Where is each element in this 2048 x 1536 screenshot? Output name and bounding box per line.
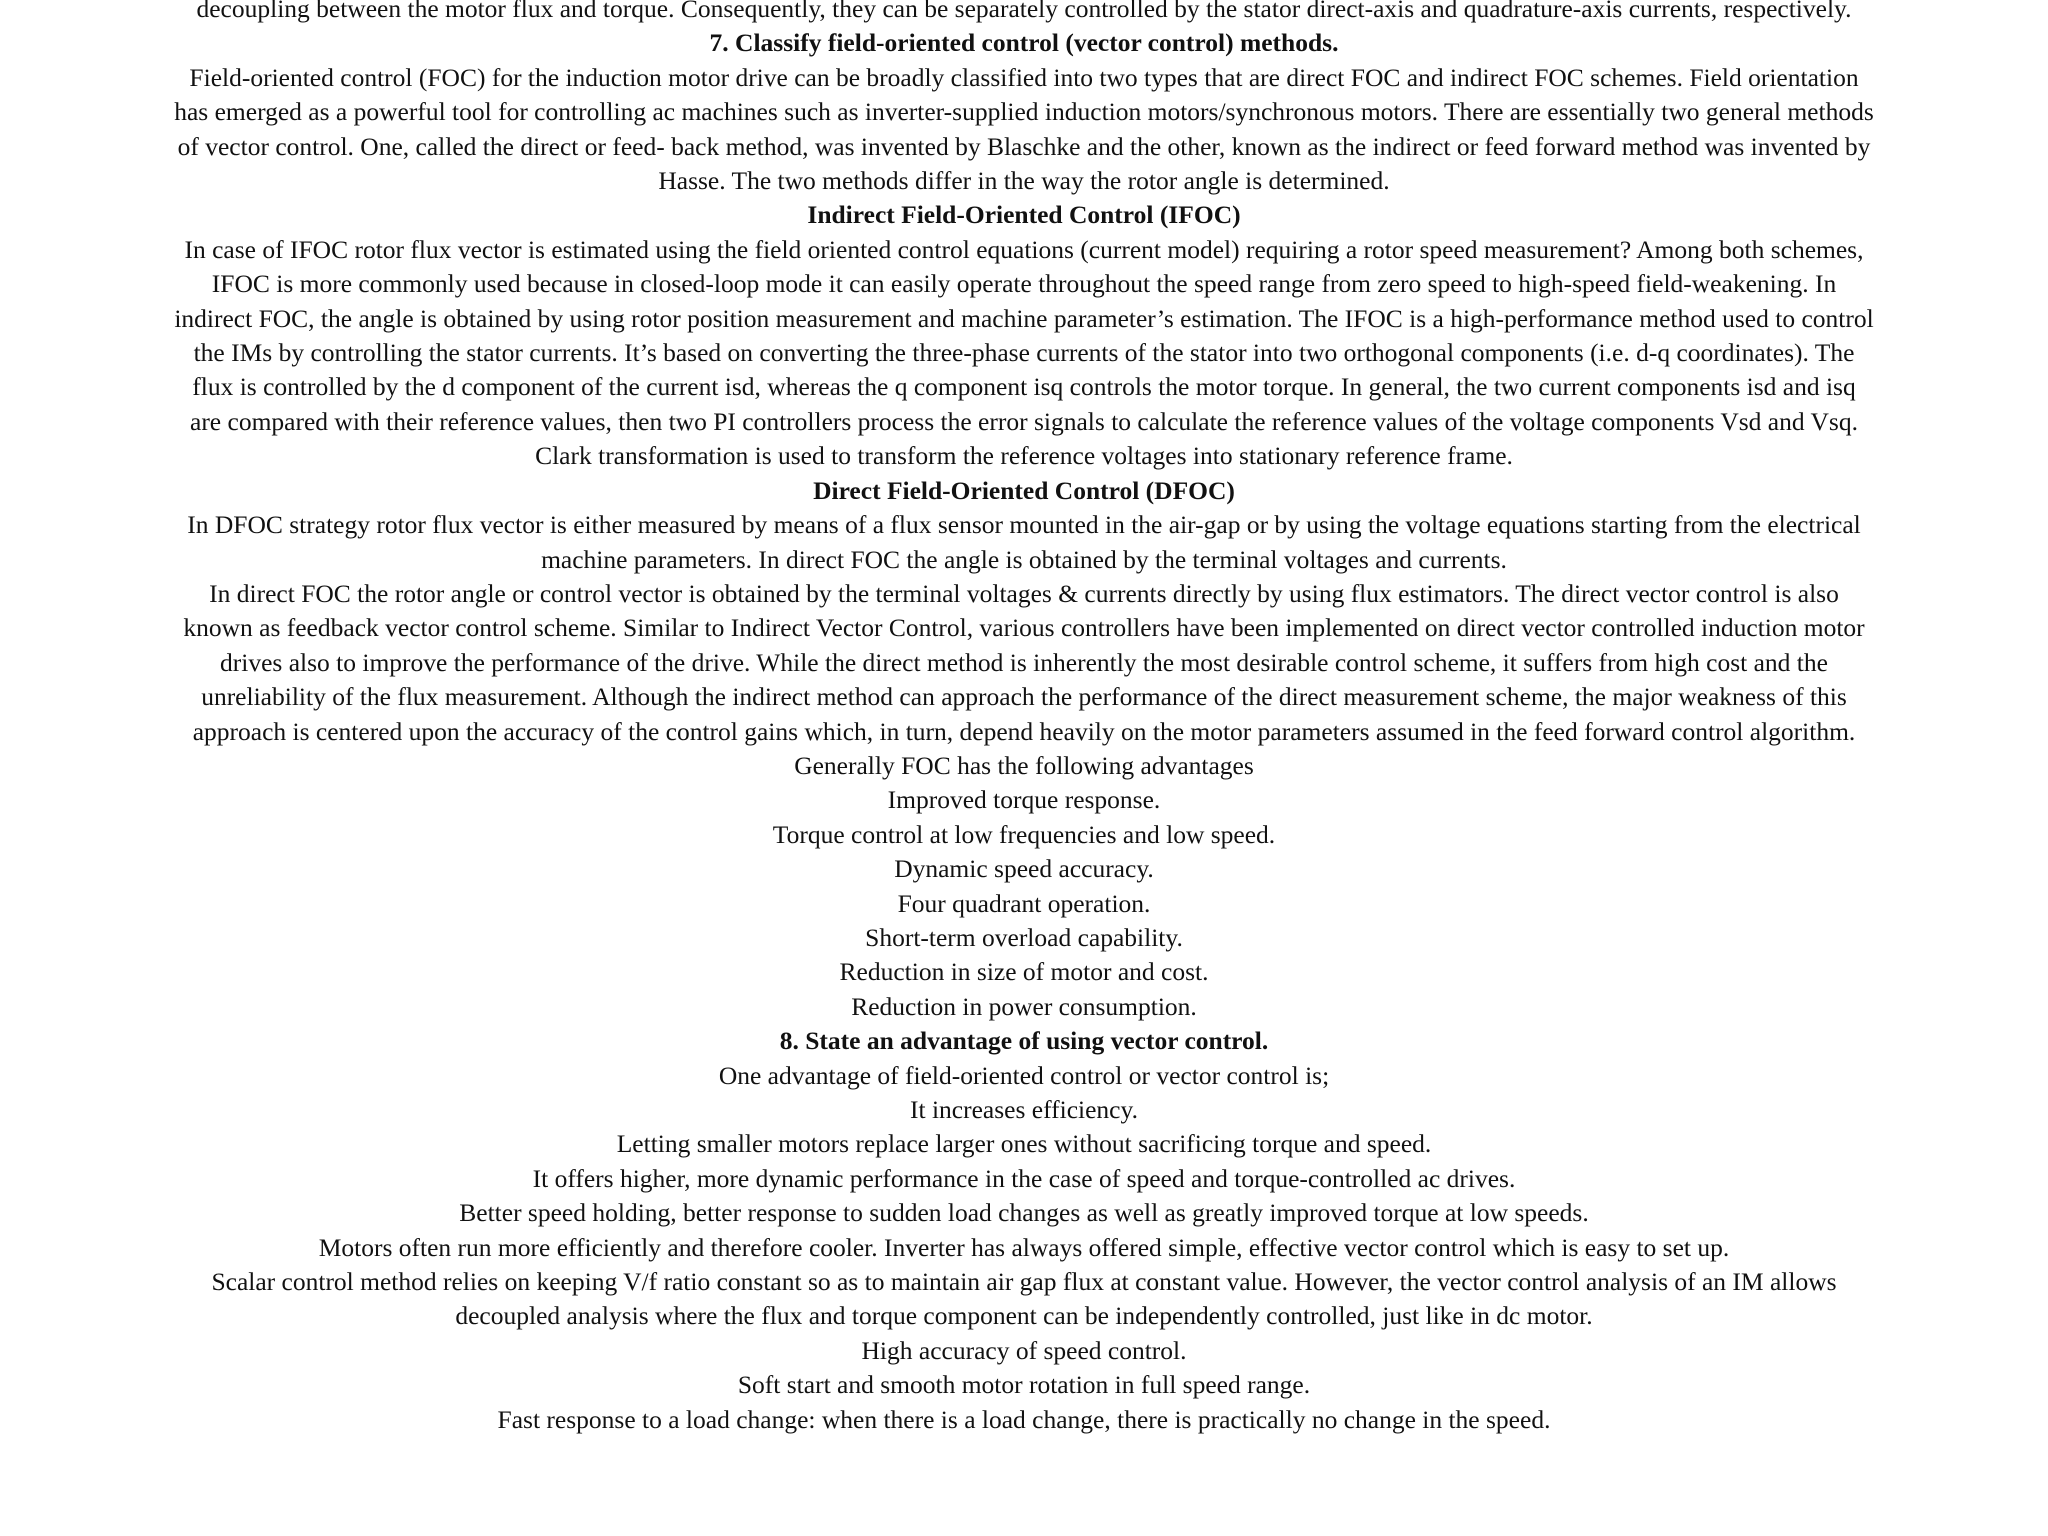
- section8-tail-line: Soft start and smooth motor rotation in full speed range.: [737, 1370, 1311, 1400]
- section8-heading: 8. State an advantage of using vector control.: [779, 1026, 1269, 1056]
- section8-tail-line: Fast response to a load change: when there is a load change, there is practically no change in the speed.: [497, 1404, 1551, 1434]
- section7-paragraph: Field-oriented control (FOC) for the induction motor drive can be broadly classified into two types that are direct FOC and indirect FOC schemes. Field orientation has emerged as a powerful tool for controlling ac machines such as inverter-supplied induction motors/synchronous motors. There are essentially two general methods of vector control. One, called the direct or feed- back method, was invented by Blaschke and the other, known as the indirect or feed forward method was invented by Hasse. The two methods differ in the way the rotor angle is determined.: [174, 62, 1874, 196]
- advantage-item: Torque control at low frequencies and low speed.: [772, 819, 1276, 849]
- ifoc-heading: Indirect Field-Oriented Control (IFOC): [807, 200, 1241, 230]
- advantage-item: Reduction in size of motor and cost.: [839, 957, 1209, 987]
- section8-line: One advantage of field-oriented control or vector control is;: [718, 1060, 1330, 1090]
- section8-line: Motors often run more efficiently and therefore cooler. Inverter has always offered simple, effective vector control which is easy to set up.: [318, 1232, 1730, 1262]
- dfoc-paragraph-2: In direct FOC the rotor angle or control vector is obtained by the terminal voltages & currents directly by using flux estimators. The direct vector control is also known as feedback vector control scheme. Similar to Indirect Vector Control, various controllers have been implemented on direct vector controlled induction motor drives also to improve the performance of the drive. While the direct method is inherently the most desirable control scheme, it suffers from high cost and the unreliability of the flux measurement. Although the indirect method can approach the performance of the direct measurement scheme, the major weakness of this approach is centered upon the accuracy of the control gains which, in turn, depend heavily on the motor parameters assumed in the feed forward control algorithm.: [183, 578, 1865, 746]
- advantage-item: Four quadrant operation.: [897, 888, 1151, 918]
- dfoc-heading: Direct Field-Oriented Control (DFOC): [813, 475, 1235, 505]
- section7-heading: 7. Classify field-oriented control (vector control) methods.: [709, 28, 1339, 58]
- advantage-item: Short-term overload capability.: [865, 922, 1183, 952]
- advantages-intro: Generally FOC has the following advantages: [794, 750, 1254, 780]
- dfoc-paragraph-1: In DFOC strategy rotor flux vector is either measured by means of a flux sensor mounted in the air-gap or by using the voltage equations starting from the electrical machine parameters. In direct FOC the angle is obtained by the terminal voltages and currents.: [187, 510, 1861, 574]
- section8-line: Better speed holding, better response to sudden load changes as well as greatly improved torque at low speeds.: [459, 1198, 1589, 1228]
- scalar-control-paragraph: Scalar control method relies on keeping V/f ratio constant so as to maintain air gap flux at constant value. However, the vector control analysis of an IM allows decoupled analysis where the flux and torque component can be independently controlled, just like in dc motor.: [211, 1267, 1837, 1331]
- section8-line: Letting smaller motors replace larger ones without sacrificing torque and speed.: [616, 1129, 1432, 1159]
- section8-tail-line: High accuracy of speed control.: [861, 1335, 1187, 1365]
- advantage-item: Reduction in power consumption.: [851, 991, 1197, 1021]
- advantage-item: Improved torque response.: [887, 785, 1161, 815]
- advantage-item: Dynamic speed accuracy.: [894, 854, 1154, 884]
- intro-fragment: decoupling between the motor flux and torque. Consequently, they can be separately controlled by the stator direct-axis and quadrature-axis currents, respectively.: [196, 0, 1852, 23]
- ifoc-paragraph: In case of IFOC rotor flux vector is estimated using the field oriented control equations (current model) requiring a rotor speed measurement? Among both schemes, IFOC is more commonly used because in closed-loop mode it can easily operate throughout the speed range from zero speed to high-speed field-weakening. In indirect FOC, the angle is obtained by using rotor position measurement and machine parameter’s estimation. The IFOC is a high-performance method used to control the IMs by controlling the stator currents. It’s based on converting the three-phase currents of the stator into two orthogonal components (i.e. d-q coordinates). The flux is controlled by the d component of the current isd, whereas the q component isq controls the motor torque. In general, the two current components isd and isq are compared with their reference values, then two PI controllers process the error signals to calculate the reference values of the voltage components Vsd and Vsq. Clark transformation is used to transform the reference voltages into stationary reference frame.: [174, 234, 1874, 471]
- section8-line: It offers higher, more dynamic performance in the case of speed and torque-controlled ac drives.: [532, 1163, 1516, 1193]
- section8-line: It increases efficiency.: [910, 1095, 1138, 1124]
